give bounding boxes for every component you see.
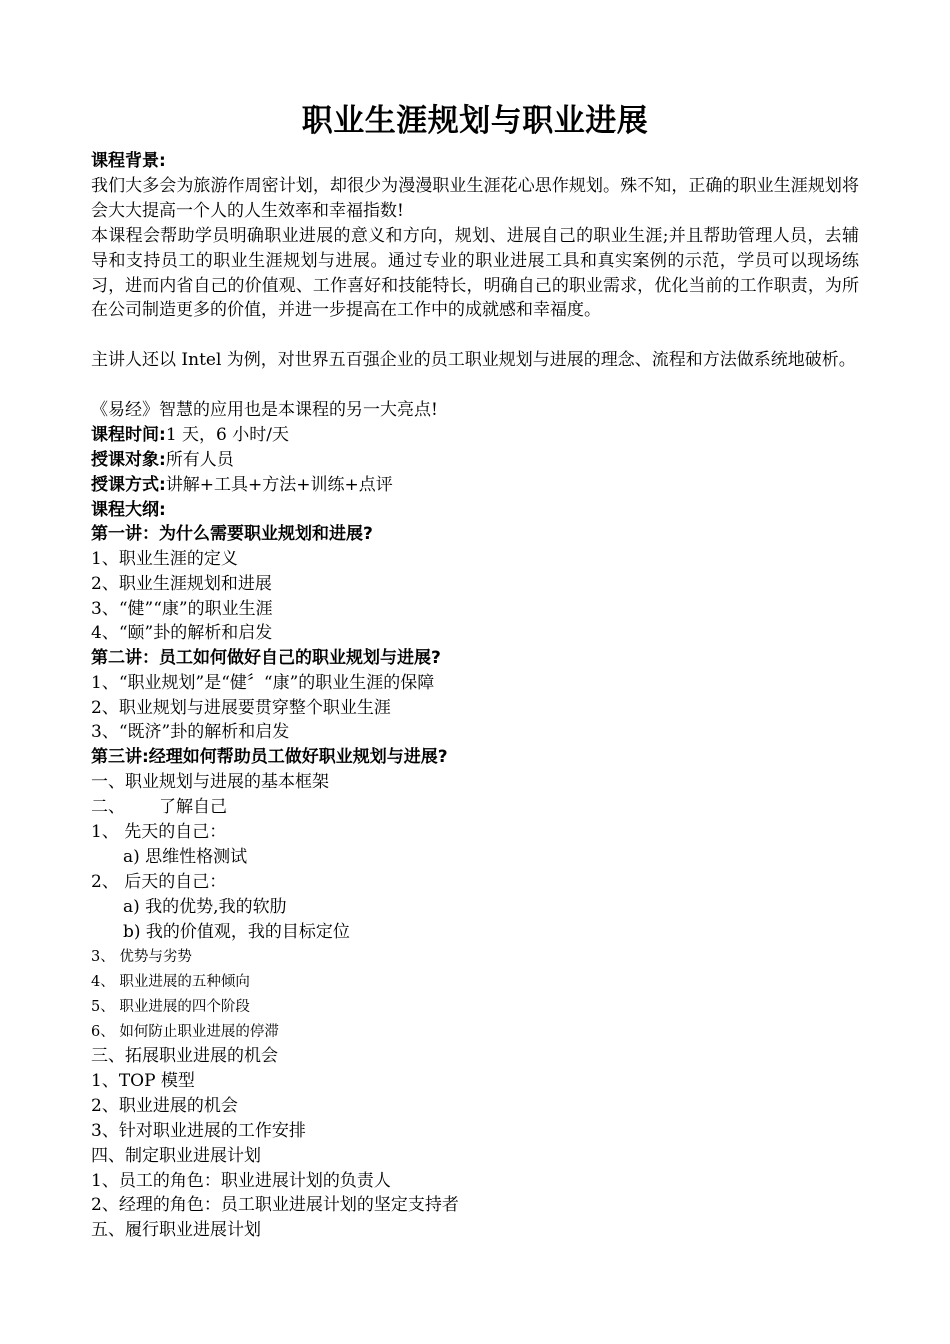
lecture-2-item: 2、职业规划与进展要贯穿整个职业生涯 <box>91 698 391 718</box>
list-item: 5、 职业进展的四个阶段 <box>91 999 250 1015</box>
course-method-value: 讲解+工具+方法+训练+点评 <box>165 475 393 495</box>
list-item: 6、 如何防止职业进展的停滞 <box>91 1024 279 1040</box>
course-method-label: 授课方式: <box>91 475 166 495</box>
lecture-3-heading: 第三讲:经理如何帮助员工做好职业规划与进展? <box>91 747 448 767</box>
list-item: 1、TOP 模型 <box>91 1071 195 1091</box>
list-item: 4、 职业进展的五种倾向 <box>91 974 250 990</box>
course-time-value: 1 天，6 小时/天 <box>165 425 289 445</box>
list-item: 2、 后天的自己： <box>91 872 227 892</box>
sub-list-item: a) 我的优势,我的软肋 <box>123 897 287 917</box>
section-2-number: 二、 <box>91 797 125 817</box>
course-audience <box>91 448 234 473</box>
list-item: 2、经理的角色：员工职业进展计划的坚定支持者 <box>91 1195 459 1215</box>
lecture-3-section-5: 五、履行职业进展计划 <box>91 1220 261 1240</box>
background-paragraph-4: 《易经》智慧的应用也是本课程的另一大亮点! <box>91 400 438 420</box>
list-item: 3、针对职业进展的工作安排 <box>91 1121 306 1141</box>
course-audience-label: 授课对象: <box>91 450 166 470</box>
background-heading: 课程背景: <box>91 151 166 171</box>
background-paragraph-2: 本课程会帮助学员明确职业进展的意义和方向，规划、进展自己的职业生涯;并且帮助管理人员，去辅导和支持员工的职业生涯规划与进展。通过专业的职业进展工具和真实案例的示范，学员可以现场练习，进而内省自己的价值观、工作喜好和技能特长，明确自己的职业需求，优化当前的工作职责，为所在公司制造更多的价值，并进一步提高在工作中的成就感和幸福度。 <box>91 226 859 321</box>
section-2-text: 了解自己 <box>159 797 227 817</box>
lecture-1-item: 4、“颐”卦的解析和启发 <box>91 623 273 643</box>
sub-list-item: b) 我的价值观，我的目标定位 <box>123 922 350 942</box>
lecture-1-item: 1、职业生涯的定义 <box>91 549 238 569</box>
course-audience-value: 所有人员 <box>165 450 234 470</box>
course-time-label: 课程时间: <box>91 425 166 445</box>
background-paragraph-3: 主讲人还以 Intel 为例，对世界五百强企业的员工职业规划与进展的理念、流程和方法做系统地破析。 <box>91 350 856 370</box>
lecture-3-section-2 <box>91 795 227 820</box>
course-method <box>91 473 393 498</box>
lecture-2-item: 1、“职业规划”是“健〞“康”的职业生涯的保障 <box>91 673 435 693</box>
lecture-1-item: 3、“健”“康”的职业生涯 <box>91 599 273 619</box>
page-title: 职业生涯规划与职业进展 <box>301 103 649 139</box>
lecture-3-section-1: 一、职业规划与进展的基本框架 <box>91 772 329 792</box>
lecture-3-section-4: 四、制定职业进展计划 <box>91 1146 261 1166</box>
background-paragraph-1: 我们大多会为旅游作周密计划，却很少为漫漫职业生涯花心思作规划。殊不知，正确的职业生涯规划将会大大提高一个人的人生效率和幸福指数! <box>91 176 859 221</box>
list-item: 3、 优势与劣势 <box>91 949 192 965</box>
list-item: 1、 先天的自己： <box>91 822 227 842</box>
lecture-1-heading: 第一讲：为什么需要职业规划和进展? <box>91 524 373 544</box>
lecture-3-section-3: 三、拓展职业进展的机会 <box>91 1046 278 1066</box>
lecture-2-heading: 第二讲：员工如何做好自己的职业规划与进展? <box>91 648 441 668</box>
sub-list-item: a) 思维性格测试 <box>123 847 248 867</box>
list-item: 2、职业进展的机会 <box>91 1096 238 1116</box>
lecture-2-item: 3、“既济”卦的解析和启发 <box>91 722 290 742</box>
lecture-1-item: 2、职业生涯规划和进展 <box>91 574 272 594</box>
course-outline-label: 课程大纲: <box>91 500 166 520</box>
list-item: 1、员工的角色：职业进展计划的负责人 <box>91 1171 391 1191</box>
course-time <box>91 423 289 448</box>
